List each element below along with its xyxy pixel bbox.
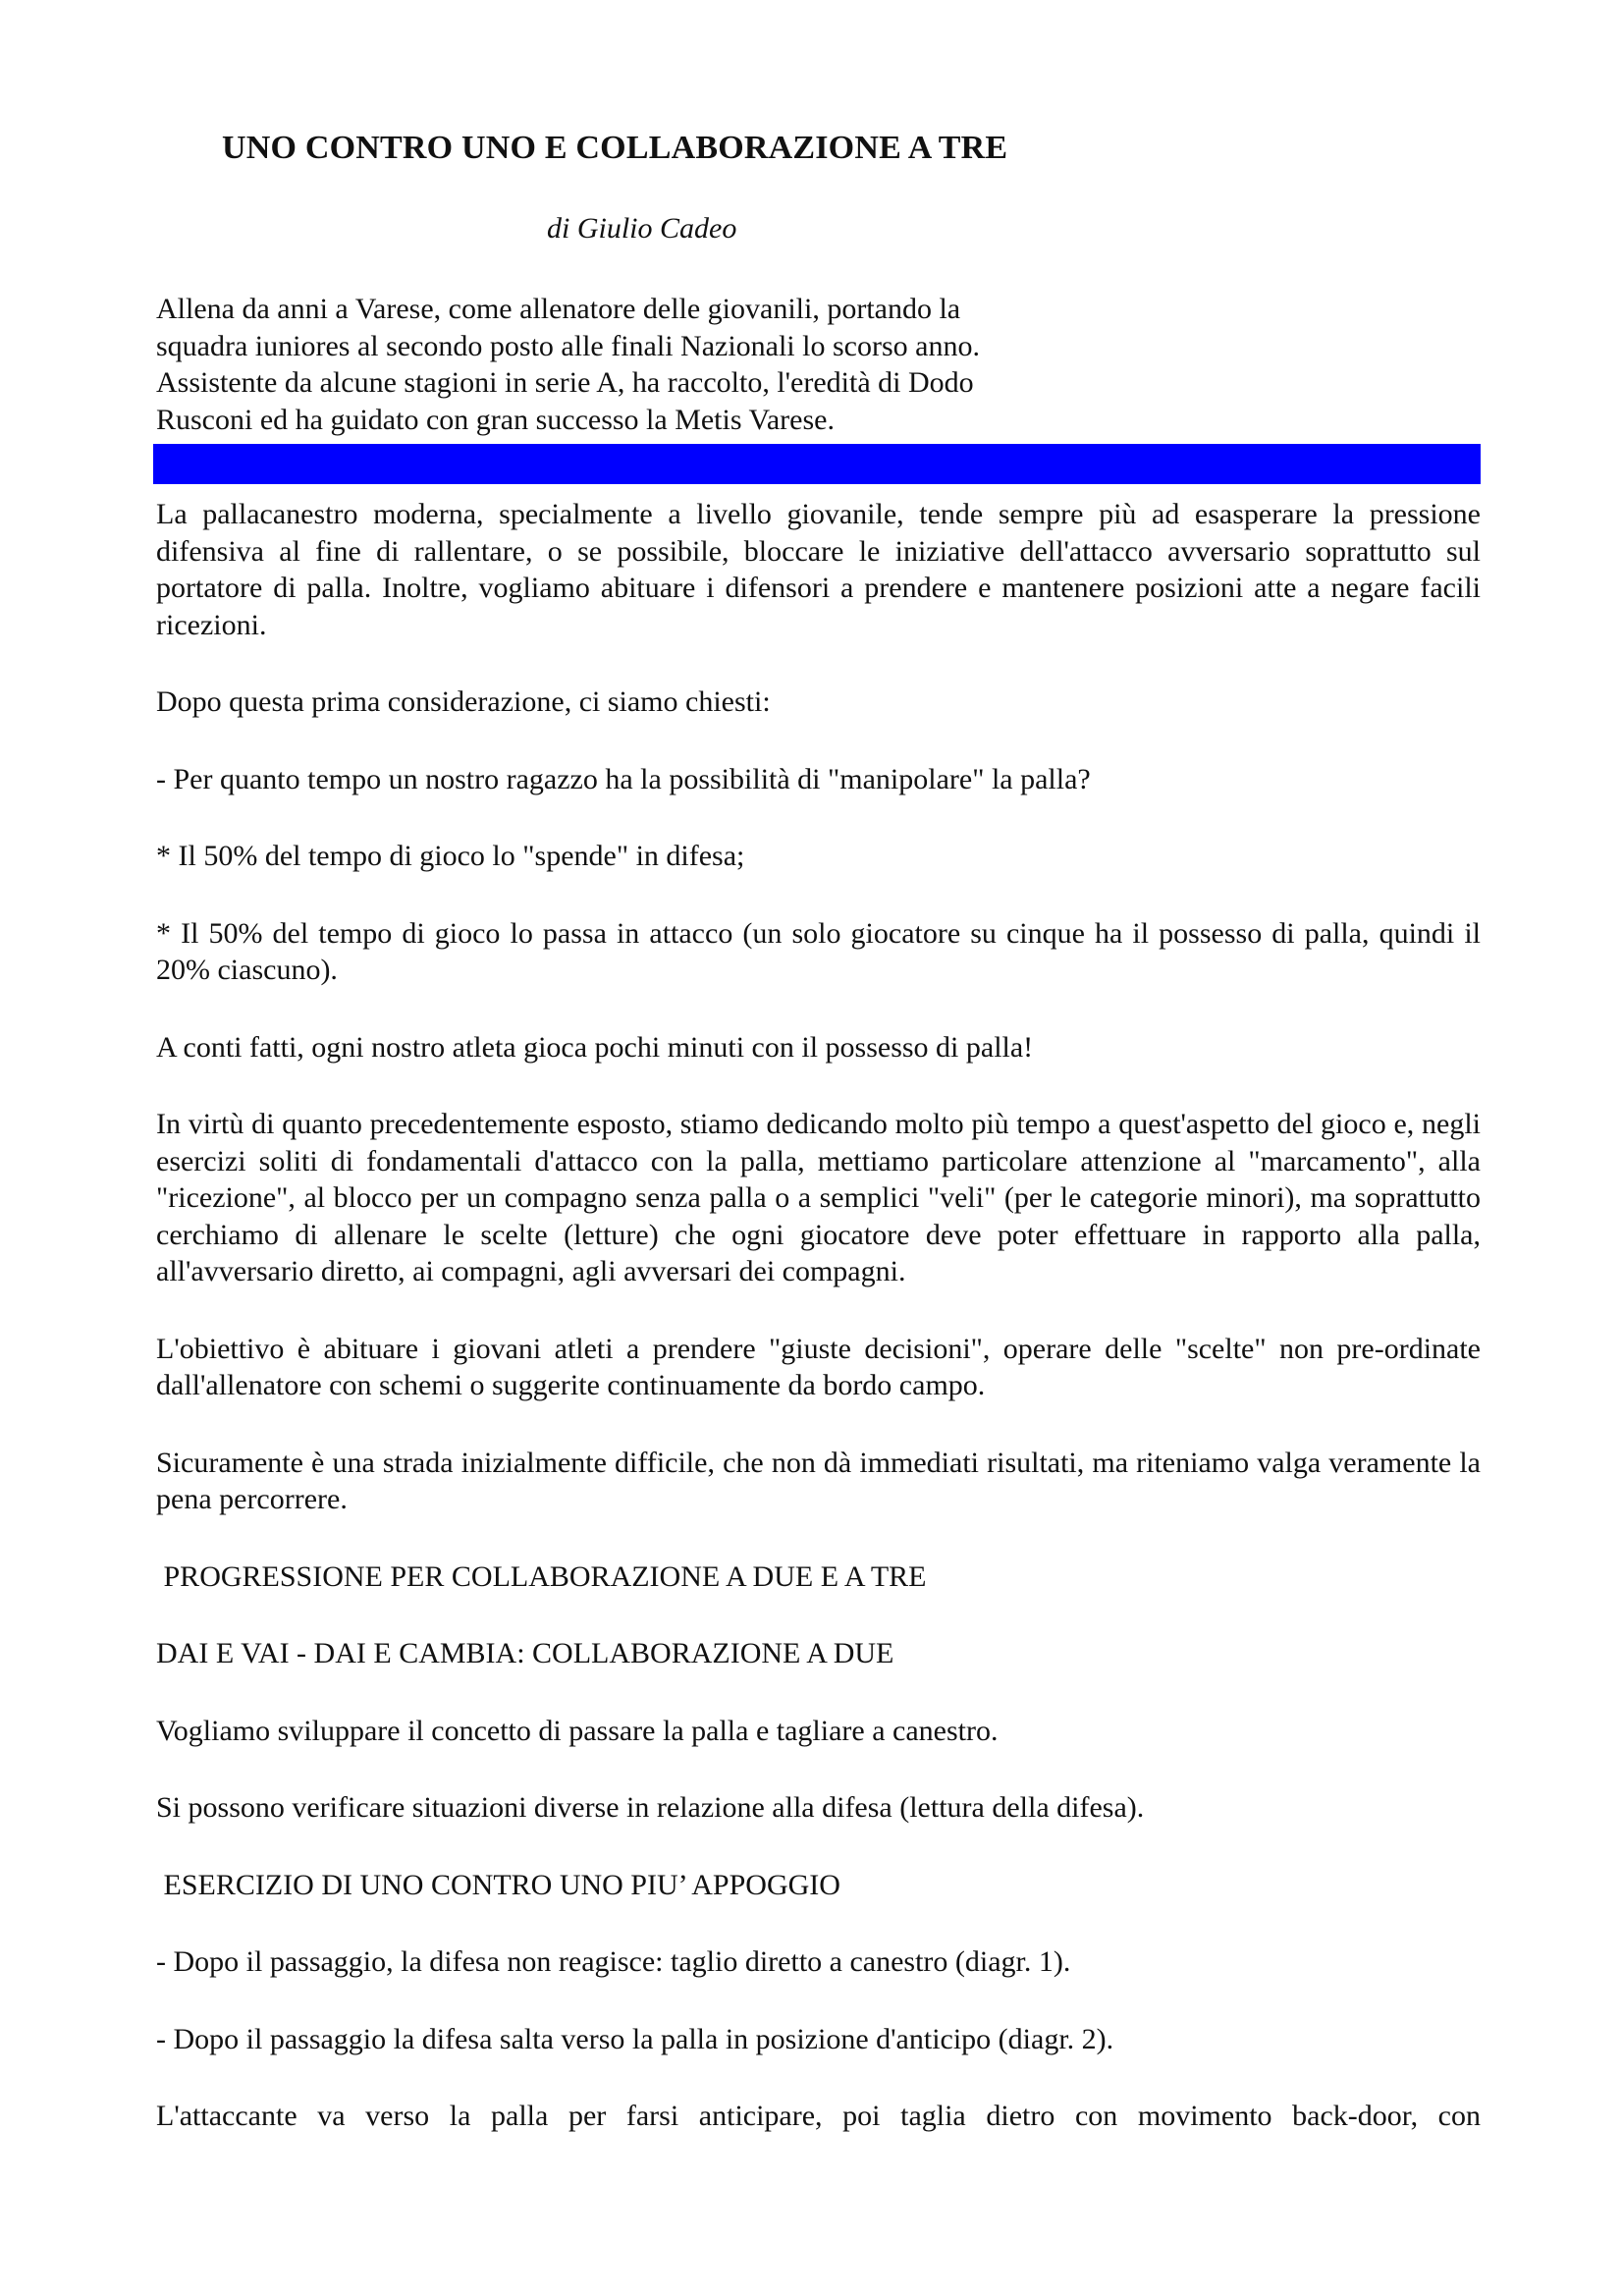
paragraph: Vogliamo sviluppare il concetto di passare la palla e tagliare a canestro.: [156, 1714, 999, 1747]
section-heading: PROGRESSIONE PER COLLABORAZIONE A DUE E A TRE: [156, 1559, 927, 1593]
bio-line: Assistente da alcune stagioni in serie A, ha raccolto, l'eredità di Dodo: [156, 366, 974, 399]
paragraph: Sicuramente è una strada inizialmente difficile, che non dà immediati risultati, ma riteniamo valga veramente la pena percorrere.: [156, 1446, 1481, 1515]
author-byline: di Giulio Cadeo: [547, 212, 737, 245]
paragraph: - Per quanto tempo un nostro ragazzo ha la possibilità di "manipolare" la palla?: [156, 762, 1091, 795]
bio-line: Rusconi ed ha guidato con gran successo la Metis Varese.: [156, 403, 835, 436]
paragraph: * Il 50% del tempo di gioco lo passa in attacco (un solo giocatore su cinque ha il possesso di palla, quindi il 20% ciascuno).: [156, 916, 1481, 986]
paragraph: In virtù di quanto precedentemente esposto, stiamo dedicando molto più tempo a quest'aspetto del gioco e, negli esercizi soliti di fondamentali d'attacco con la palla, mettiamo particolare attenzione al "marcamento", alla "ricezione", al blocco per un compagno senza palla o a semplici "veli" (per le categorie minori), ma soprattutto cerchiamo di allenare le scelte (letture) che ogni giocatore deve poter effettuare in rapporto alla palla, all'avversario diretto, ai compagni, agli avversari dei compagni.: [156, 1108, 1481, 1287]
author-bio: [156, 291, 1118, 438]
paragraph: Dopo questa prima considerazione, ci siamo chiesti:: [156, 685, 771, 718]
paragraph: La pallacanestro moderna, specialmente a livello giovanile, tende sempre più ad esasperare la pressione difensiva al fine di rallentare, o se possibile, bloccare le iniziative dell'attacco avversario soprattutto sul portatore di palla. Inoltre, vogliamo abituare i difensori a prendere e mantenere posizioni atte a negare facili ricezioni.: [156, 498, 1481, 641]
paragraph: * Il 50% del tempo di gioco lo "spende" in difesa;: [156, 840, 745, 872]
section-heading: ESERCIZIO DI UNO CONTRO UNO PIU’ APPOGGIO: [156, 1868, 840, 1901]
bio-line: squadra iuniores al secondo posto alle finali Nazionali lo scorso anno.: [156, 329, 980, 362]
blue-divider-bar: [153, 444, 1481, 484]
paragraph: Si possono verificare situazioni diverse in relazione alla difesa (lettura della difesa).: [156, 1791, 1145, 1824]
paragraph: - Dopo il passaggio, la difesa non reagisce: taglio diretto a canestro (diagr. 1).: [156, 1945, 1071, 1978]
paragraph: A conti fatti, ogni nostro atleta gioca pochi minuti con il possesso di palla!: [156, 1030, 1034, 1064]
bio-line: Allena da anni a Varese, come allenatore delle giovanili, portando la: [156, 293, 961, 325]
section-heading: DAI E VAI - DAI E CAMBIA: COLLABORAZIONE A DUE: [156, 1637, 894, 1669]
paragraph: L'obiettivo è abituare i giovani atleti a prendere "giuste decisioni", operare delle "scelte" non pre-ordinate dall'allenatore con schemi o suggerite continuamente da bordo campo.: [156, 1332, 1481, 1401]
article-body: [156, 496, 1481, 2135]
document-title: UNO CONTRO UNO E COLLABORAZIONE A TRE: [222, 130, 1008, 166]
paragraph: - Dopo il passaggio la difesa salta verso la palla in posizione d'anticipo (diagr. 2).: [156, 2022, 1114, 2055]
paragraph: L'attaccante va verso la palla per farsi anticipare, poi taglia dietro con movimento back-door, con: [156, 2100, 1481, 2132]
